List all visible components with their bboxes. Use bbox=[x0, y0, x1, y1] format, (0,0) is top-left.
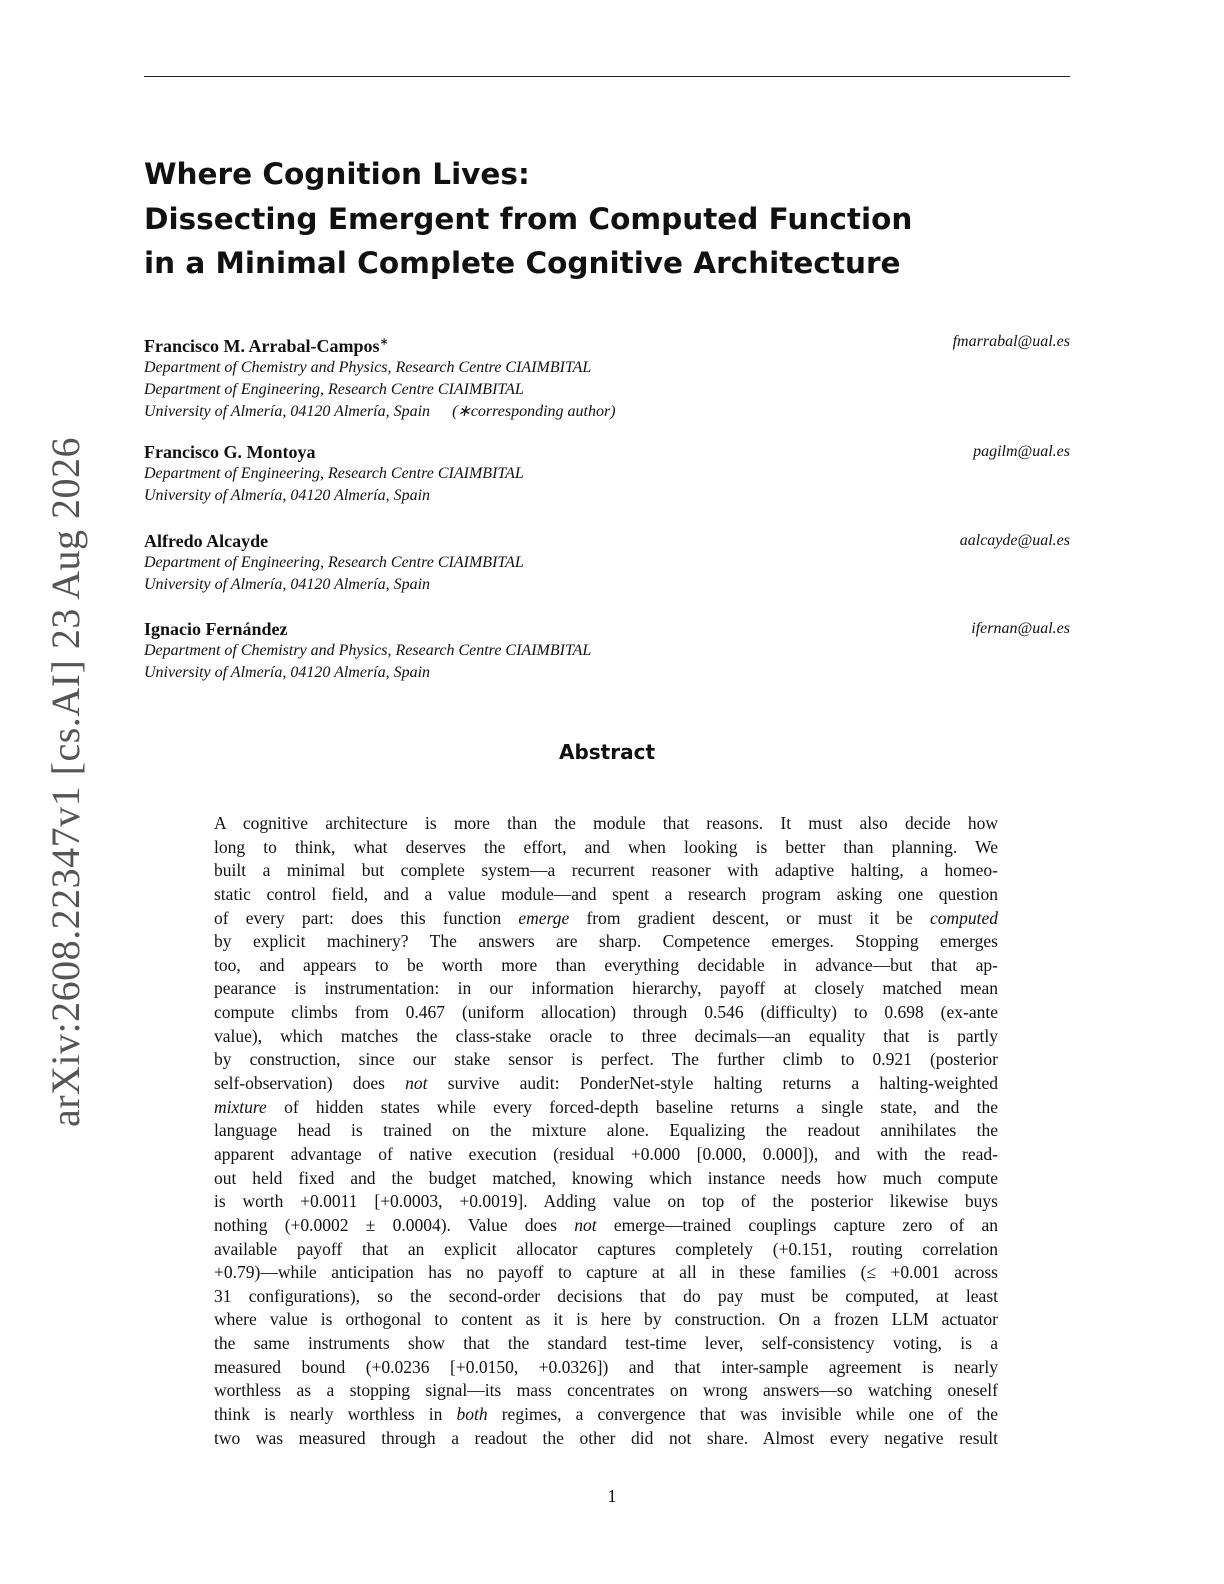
abstract-line: available payoff that an explicit allocator captures completely (+0.151, routing correlation bbox=[214, 1238, 998, 1259]
abstract-line: measured bound (+0.0236 [+0.0150, +0.0326]) and that inter-sample agreement is nearly bbox=[214, 1356, 998, 1377]
header-rule bbox=[144, 76, 1070, 77]
title-line-1: Where Cognition Lives: bbox=[144, 157, 530, 191]
corresponding-author-note: (∗corresponding author) bbox=[452, 403, 616, 420]
author-affiliation: Department of Engineering, Research Centre CIAIMBITAL bbox=[144, 554, 524, 571]
author-name: Alfredo Alcayde bbox=[144, 531, 269, 551]
abstract-line: mixture of hidden states while every forced-depth baseline returns a single state, and the bbox=[214, 1096, 998, 1117]
abstract-line: language head is trained on the mixture alone. Equalizing the readout annihilates the bbox=[214, 1120, 998, 1141]
author-affiliation: University of Almería, 04120 Almería, Spain bbox=[144, 487, 431, 504]
author-block-4 bbox=[144, 618, 1070, 684]
abstract-line: worthless as a stopping signal—its mass concentrates on wrong answers—so watching oneself bbox=[214, 1380, 998, 1401]
abstract-line: long to think, what deserves the effort, and when looking is better than planning. We bbox=[214, 836, 998, 857]
author-affiliation: Department of Chemistry and Physics, Research Centre CIAIMBITAL bbox=[144, 642, 592, 659]
abstract-line: nothing (+0.0002 ± 0.0004). Value does not emerge—trained couplings capture zero of an bbox=[214, 1214, 998, 1235]
author-block-3 bbox=[144, 530, 1070, 596]
abstract-line: by construction, since our stake sensor is perfect. The further climb to 0.921 (posterior bbox=[214, 1049, 998, 1070]
abstract-line: of every part: does this function emerge from gradient descent, or must it be computed bbox=[214, 907, 998, 928]
title-line-2: Dissecting Emergent from Computed Function bbox=[144, 201, 913, 236]
abstract-line: apparent advantage of native execution (residual +0.000 [0.000, 0.000]), and with the read- bbox=[214, 1143, 998, 1164]
abstract-line: built a minimal but complete system—a recurrent reasoner with adaptive halting, a homeo- bbox=[214, 860, 998, 881]
author-affiliation: Department of Engineering, Research Centre CIAIMBITAL bbox=[144, 465, 524, 482]
author-block-1 bbox=[144, 331, 1070, 423]
title-line-3: in a Minimal Complete Cognitive Architecture bbox=[144, 246, 901, 280]
abstract-line: self-observation) does not survive audit: PonderNet-style halting returns a halting-weighted bbox=[214, 1073, 998, 1094]
abstract-line: static control field, and a value module—and spent a research program asking one question bbox=[214, 883, 998, 904]
abstract-line: compute climbs from 0.467 (uniform allocation) through 0.546 (difficulty) to 0.698 (ex-ante bbox=[214, 1002, 998, 1023]
author-name: Francisco M. Arrabal-Campos∗ bbox=[144, 336, 389, 356]
abstract-line: value), which matches the class-stake oracle to three decimals—an equality that is partly bbox=[214, 1025, 998, 1046]
author-email: aalcayde@ual.es bbox=[959, 532, 1070, 549]
abstract-line: 31 configurations), so the second-order decisions that do pay must be computed, at least bbox=[214, 1285, 998, 1306]
abstract-heading: Abstract bbox=[558, 740, 656, 764]
paper-title bbox=[144, 152, 1084, 286]
author-affiliation: University of Almería, 04120 Almería, Spain bbox=[144, 664, 431, 681]
abstract-line: the same instruments show that the standard test-time lever, self-consistency voting, is a bbox=[214, 1333, 998, 1354]
abstract-line: A cognitive architecture is more than the module that reasons. It must also decide how bbox=[214, 813, 998, 833]
author-email: ifernan@ual.es bbox=[971, 620, 1070, 637]
author-affiliation: University of Almería, 04120 Almería, Spain (∗corresponding author) bbox=[144, 403, 616, 420]
abstract-line: out held fixed and the budget matched, knowing which instance needs how much compute bbox=[214, 1167, 998, 1188]
arxiv-sidebar-stamp: arXiv:2608.22347v1 [cs.AI] 23 Aug 2026 bbox=[43, 436, 88, 1128]
author-affiliation: University of Almería, 04120 Almería, Spain bbox=[144, 576, 431, 593]
author-email: pagilm@ual.es bbox=[973, 443, 1070, 460]
abstract-line: is worth +0.0011 [+0.0003, +0.0019]. Adding value on top of the posterior likewise buys bbox=[214, 1191, 998, 1212]
author-affiliation: Department of Engineering, Research Centre CIAIMBITAL bbox=[144, 381, 524, 398]
author-name: Ignacio Fernández bbox=[144, 619, 288, 639]
author-name: Francisco G. Montoya bbox=[144, 442, 316, 462]
abstract-line: think is nearly worthless in both regimes, a convergence that was invisible while one of the bbox=[214, 1404, 998, 1425]
abstract-line: where value is orthogonal to content as it is here by construction. On a frozen LLM actuator bbox=[214, 1309, 998, 1330]
abstract-line: by explicit machinery? The answers are sharp. Competence emerges. Stopping emerges bbox=[214, 931, 998, 952]
abstract-body bbox=[214, 812, 998, 1450]
abstract-line: two was measured through a readout the other did not share. Almost every negative result bbox=[214, 1427, 998, 1448]
abstract-line: pearance is instrumentation: in our information hierarchy, payoff at closely matched mean bbox=[214, 978, 998, 999]
abstract-line: +0.79)—while anticipation has no payoff to capture at all in these families (≤ +0.001 across bbox=[214, 1262, 998, 1283]
page-number: 1 bbox=[607, 1486, 617, 1506]
author-email: fmarrabal@ual.es bbox=[952, 333, 1070, 350]
author-block-2 bbox=[144, 441, 1070, 507]
author-affiliation: Department of Chemistry and Physics, Research Centre CIAIMBITAL bbox=[144, 359, 592, 376]
abstract-line: too, and appears to be worth more than everything decidable in advance—but that ap- bbox=[214, 954, 998, 975]
